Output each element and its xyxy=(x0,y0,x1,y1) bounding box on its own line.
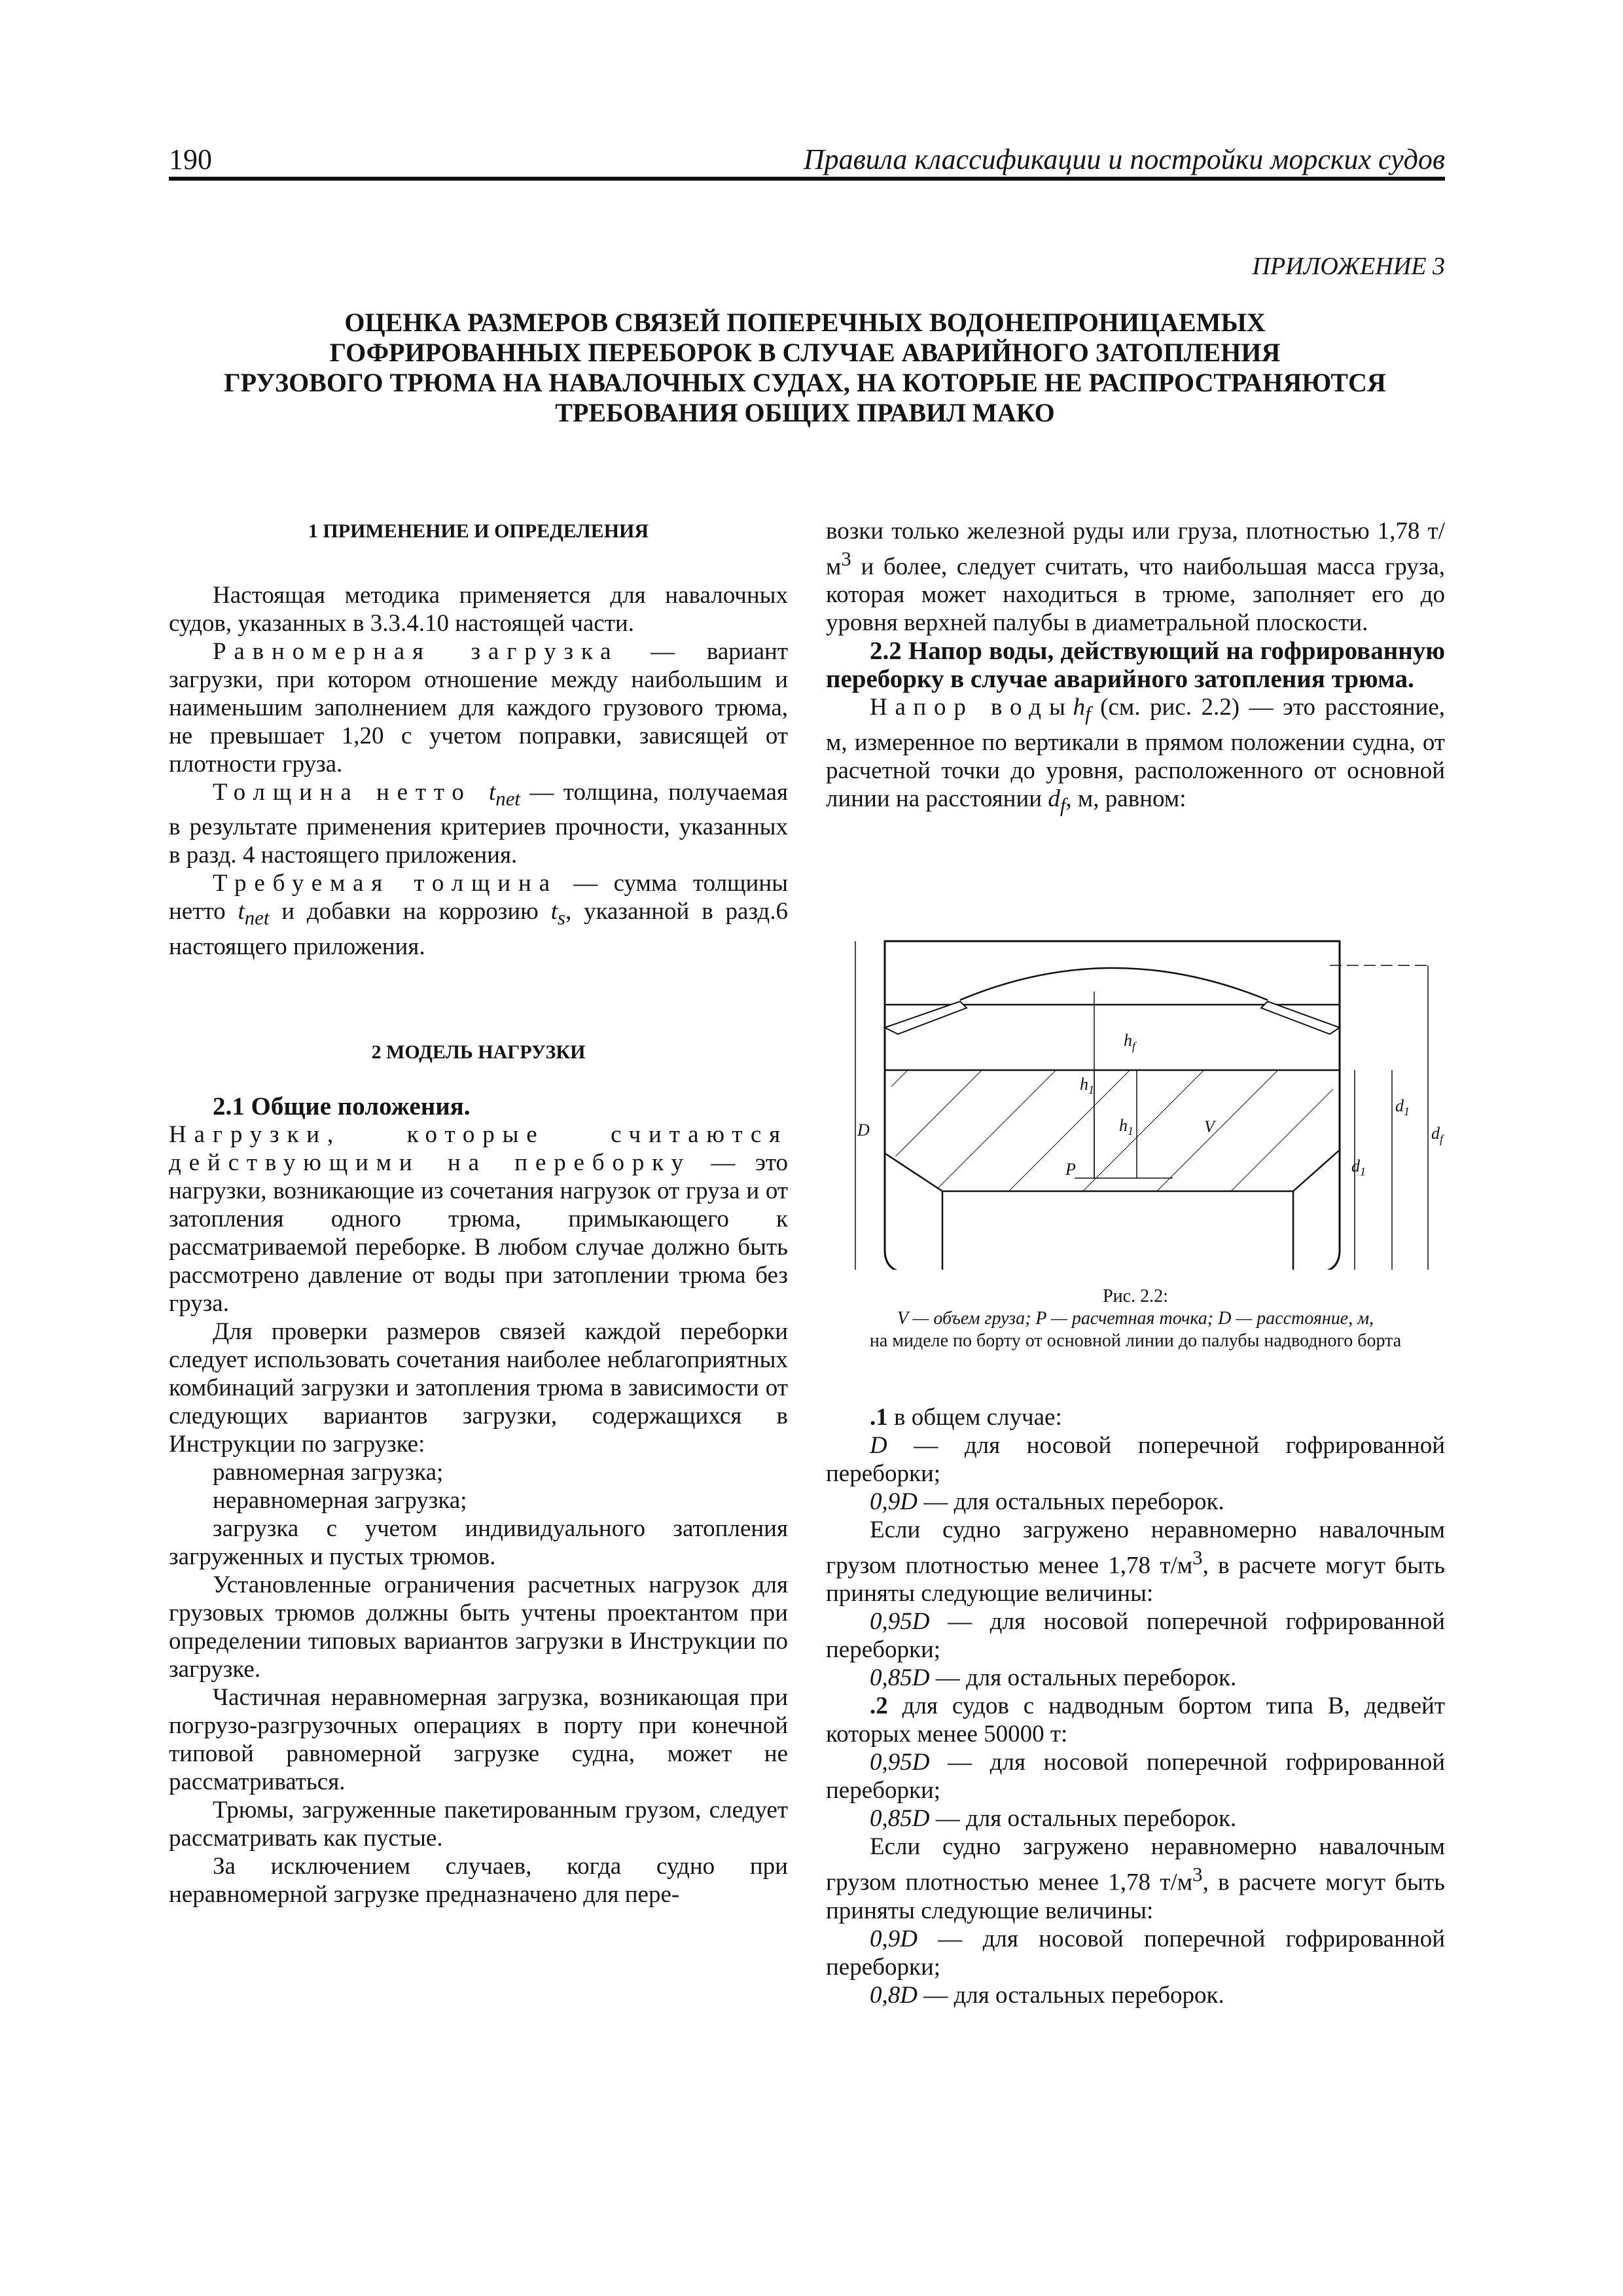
title-line: ОЦЕНКА РАЗМЕРОВ СВЯЗЕЙ ПОПЕРЕЧНЫХ ВОДОНЕПРОНИЦАЕМЫХ xyxy=(344,308,1266,337)
paragraph: 0,8D — для остальных переборок. xyxy=(870,1981,1224,2009)
label-d1: $d_1$ xyxy=(1351,1157,1366,1178)
document-title xyxy=(190,308,1420,428)
paragraph: Для проверки размеров связей каждой переборки следует использовать сочетания наиболее неблагоприятных комбинаций загрузки и затопления трюма в зависимости от следующих вариантов загрузки, содержащихся в Инструкции по загрузке: xyxy=(169,1318,788,1458)
label-d1: $d_1$ xyxy=(1395,1096,1410,1118)
paragraph: 0,85D — для остальных переборок. xyxy=(870,1805,1237,1833)
page-number: 190 xyxy=(169,143,212,175)
appendix-label: ПРИЛОЖЕНИЕ 3 xyxy=(1252,253,1445,280)
section-2-heading: 2 МОДЕЛЬ НАГРУЗКИ xyxy=(371,1041,586,1063)
paragraph: 0,9D — для носовой поперечной гофрированной переборки; xyxy=(826,1925,1445,1981)
label-h1: $h_1$ xyxy=(1080,1075,1094,1096)
section-1-heading: 1 ПРИМЕНЕНИЕ И ОПРЕДЕЛЕНИЯ xyxy=(308,520,649,542)
paragraph: .1 в общем случае: xyxy=(870,1404,1062,1431)
paragraph: За исключением случаев, когда судно при неравномерной загрузке предназначено для пере- xyxy=(169,1852,788,1908)
label-df: $d_f$ xyxy=(1431,1124,1444,1145)
caption-title: Рис. 2.2: xyxy=(1103,1286,1168,1306)
label-hf: $h_f$ xyxy=(1124,1031,1136,1052)
paragraph: Настоящая методика применяется для навалочных судов, указанных в 3.3.4.10 настоящей части. xyxy=(169,582,788,637)
caption-line: V — объем груза; P — расчетная точка; D — расстояние, м, xyxy=(897,1308,1374,1329)
term: Равномерная загрузка xyxy=(213,638,619,665)
paragraph: 0,95D — для носовой поперечной гофрированной переборки; xyxy=(826,1749,1445,1804)
left-column xyxy=(169,517,788,1909)
cargo-volume xyxy=(891,1070,1333,1191)
top-wing-tank xyxy=(885,1001,967,1034)
right-column-top xyxy=(826,517,1445,819)
label-p: P xyxy=(1065,1160,1076,1179)
paragraph: Напор водыh$_f$ (см. рис. 2.2) — это расстояние, м, измеренное по вертикали в прямом положении судна, от расчетной точки до уровня, расположенного от основной линии на расстоянии $d_f$, м, равном: xyxy=(826,694,1445,817)
paragraph: Равномерная загрузка — вариант загрузки, при котором отношение между наибольшим и наименьшим заполнением для каждого грузового трюма, не превышает 1,20 с учетом поправки, зависящей от плотности груза. xyxy=(169,638,788,778)
paragraph: Установленные ограничения расчетных нагрузок для грузовых трюмов должны быть учтены проектантом при определении типовых вариантов загрузки в Инструкции по загрузке. xyxy=(169,1571,788,1683)
label-h1: $h_1$ xyxy=(1119,1116,1133,1138)
hatch-cover xyxy=(960,968,1268,1000)
term: Толщина нетто xyxy=(213,779,489,806)
term: Нагрузки, которые считаются действующими на переборку xyxy=(169,1121,788,1176)
label-d: D xyxy=(857,1121,870,1139)
paragraph: Если судно загружено неравномерно навалочным грузом плотностью менее 1,78 $т/м^3$, в расчете могут быть приняты следующие величины: xyxy=(826,1516,1445,1607)
paragraph: Нагрузки, которые считаются действующими на переборку — это нагрузки, возникающие из сочетания нагрузок от груза и от затопления одного трюма, примыкающего к рассматриваемой переборке. В любом случае должно быть рассмотрено давление от воды при затоплении трюма без груза. xyxy=(169,1121,789,1317)
list-item: неравномерная загрузка; xyxy=(213,1486,467,1514)
label-v: V xyxy=(1204,1117,1215,1136)
figure-caption xyxy=(826,1285,1445,1352)
caption-line: на миделе по борту от основной линии до палубы надводного борта xyxy=(869,1331,1402,1351)
paragraph: 0,9D — для остальных переборок. xyxy=(870,1488,1224,1515)
term: Требуемая толщина xyxy=(213,870,558,897)
paragraph: Если судно загружено неравномерно навалочным грузом плотностью менее 1,78 $т/м^3$, в расчете могут быть приняты следующие величины: xyxy=(826,1833,1445,1924)
top-wing-tank xyxy=(1261,1001,1340,1034)
right-column-bottom xyxy=(826,1403,1445,2009)
header-rule xyxy=(169,177,1445,181)
paragraph: 0,95D — для носовой поперечной гофрированной переборки; xyxy=(826,1608,1445,1664)
subsection-2-1: 2.1 Общие положения. xyxy=(213,1092,471,1121)
paragraph: Частичная неравномерная загрузка, возникающая при погрузо-разгрузочных операциях в порту при конечной типовой равномерной загрузке судна, может не рассматриваться. xyxy=(169,1683,788,1795)
paragraph: D — для носовой поперечной гофрированной переборки; xyxy=(826,1432,1445,1487)
hold-section-figure xyxy=(826,929,1454,1270)
running-title: Правила классификации и постройки морских судов xyxy=(803,143,1445,175)
term: Напор воды xyxy=(870,694,1073,721)
paragraph: .2 для судов с надводным бортом типа В, дедвейт которых менее 50000 т: xyxy=(826,1693,1445,1748)
subsection-2-2: 2.2 Напор воды, действующий на гофрированную переборку в случае аварийного затопления трюма. xyxy=(826,637,1445,694)
paragraph: возки только железной руды или груза, плотностью 1,78 $т/м^3$ и более, следует считать, что наибольшая масса груза, которая может находиться в трюме, заполняет его до уровня верхней палубы в диаметральной плоскости. xyxy=(826,518,1445,637)
paragraph: Трюмы, загруженные пакетированным грузом, следует рассматривать как пустые. xyxy=(169,1796,788,1852)
paragraph: Требуемая толщина — сумма толщины нетто $t_{net}$ и добавки на коррозию $t_s$, указанной в разд.6 настоящего приложения. xyxy=(169,870,788,960)
paragraph: Толщина нетто $t_{net}$ — толщина, получаемая в результате применения критериев прочности, указанных в разд. 4 настоящего приложения. xyxy=(169,779,788,869)
paragraph: 0,85D — для остальных переборок. xyxy=(870,1664,1237,1692)
list-item: загрузка с учетом индивидуального затопления загруженных и пустых трюмов. xyxy=(169,1515,788,1570)
list-item: равномерная загрузка; xyxy=(213,1458,444,1486)
title-line: ГОФРИРОВАННЫХ ПЕРЕБОРОК В СЛУЧАЕ АВАРИЙНОГО ЗАТОПЛЕНИЯ xyxy=(329,338,1281,367)
title-line: ГРУЗОВОГО ТРЮМА НА НАВАЛОЧНЫХ СУДАХ, НА КОТОРЫЕ НЕ РАСПРОСТРАНЯЮТСЯ xyxy=(224,368,1386,397)
title-line: ТРЕБОВАНИЯ ОБЩИХ ПРАВИЛ МАКО xyxy=(555,398,1055,427)
